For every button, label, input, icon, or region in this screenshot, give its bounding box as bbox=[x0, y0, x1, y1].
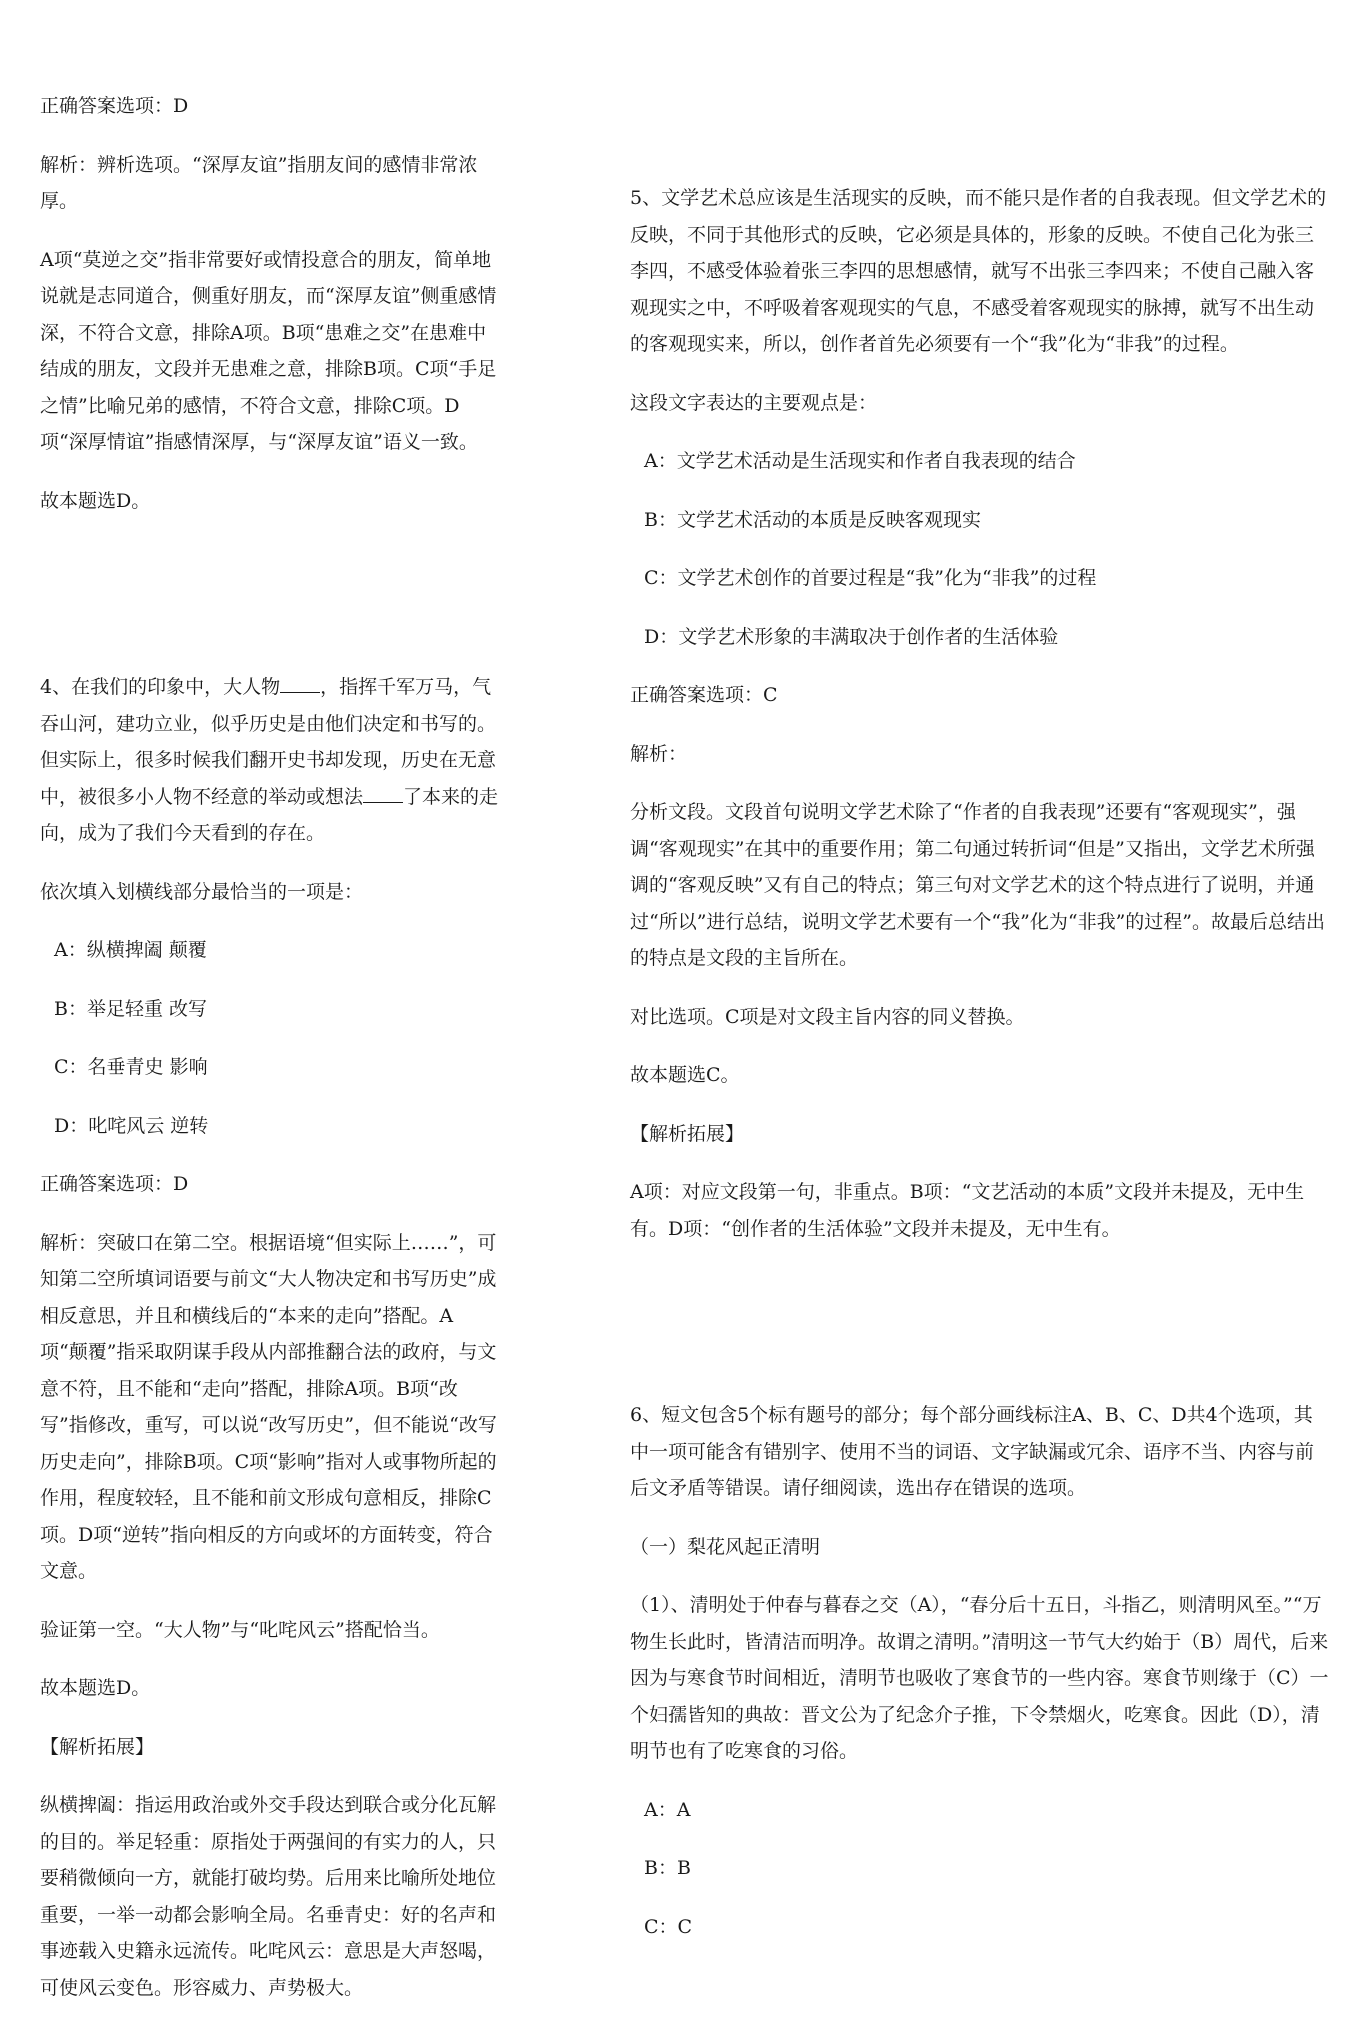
q3-analysis: 解析：辨析选项。“深厚友谊”指朋友间的感情非常浓厚。 bbox=[40, 153, 478, 212]
q4-prompt: 依次填入划横线部分最恰当的一项是： bbox=[40, 880, 364, 903]
q4-analysis: 解析：突破口在第二空。根据语境“但实际上……”，可知第二空所填词语要与前文“大人物决定和书写历史”成相反意思，并且和横线后的“本来的走向”搭配。A项“颠覆”指采取阴谋手段从内部推翻合法的政府，与文意不符，且不能和“走向”搭配，排除A项。B项“改写”指修改，重写，可以说“改写历史”，但不能说“改写历史走向”，排除B项。C项“影响”指对人或事物所起的作用，程度较轻，且不能和前文形成句意相反，排除C项。D项“逆转”指向相反的方向或坏的方面转变，符合文意。 bbox=[40, 1231, 497, 1582]
q4-stem bbox=[40, 669, 500, 852]
q4-extension-body: 纵横捭阖：指运用政治或外交手段达到联合或分化瓦解的目的。举足轻重：原指处于两强间的有实力的人，只要稍微倾向一方，就能打破均势。后用来比喻所处地位重要，一举一动都会影响全局。名垂青史：好的名声和事迹载入史籍永远流传。叱咤风云：意思是大声怒喝，可使风云变色。形容威力、声势极大。 bbox=[40, 1794, 497, 1999]
q5-option-c: C：文学艺术创作的首要过程是“我”化为“非我”的过程 bbox=[644, 567, 1097, 589]
q3-conclusion: 故本题选D。 bbox=[40, 489, 151, 512]
q5-conclusion: 故本题选C。 bbox=[630, 1064, 740, 1086]
q4-answer: 正确答案选项：D bbox=[40, 1173, 189, 1195]
q4-stem-part-1: 4、在我们的印象中，大人物 bbox=[40, 676, 281, 698]
left-column bbox=[40, 88, 500, 2028]
q4-stem-part-3: 了本来的走向，成为了我们今天看到的存在。 bbox=[40, 785, 499, 844]
q4-option-b: B：举足轻重 改写 bbox=[54, 997, 208, 1020]
q3-answer: 正确答案选项：D bbox=[40, 95, 189, 117]
q5-option-a: A：文学艺术活动是生活现实和作者自我表现的结合 bbox=[644, 450, 1076, 472]
q5-option-b: B：文学艺术活动的本质是反映客观现实 bbox=[644, 508, 981, 531]
right-column bbox=[630, 180, 1330, 1967]
q4-verify: 验证第一空。“大人物”与“叱咤风云”搭配恰当。 bbox=[40, 1618, 440, 1641]
q5-analysis-label: 解析： bbox=[630, 742, 688, 765]
q5-option-d: D：文学艺术形象的丰满取决于创作者的生活体验 bbox=[644, 625, 1059, 648]
q6-stem: 6、短文包含5个标有题号的部分；每个部分画线标注A、B、C、D共4个选项，其中一项可能含有错别字、使用不当的词语、文字缺漏或冗余、语序不当、内容与前后文矛盾等错误。请仔细阅读，选出存在错误的选项。 bbox=[630, 1404, 1315, 1499]
q6-passage: （1）、清明处于仲春与暮春之交（A），“春分后十五日，斗指乙，则清明风至。”“万物生长此时，皆清洁而明净。故谓之清明。”清明这一节气大约始于（B）周代，后来因为与寒食节时间相近，清明节也吸收了寒食节的一些内容。寒食节则缘于（C）一个妇孺皆知的典故：晋文公为了纪念介子推，下令禁烟火，吃寒食。因此（D），清明节也有了吃寒食的习俗。 bbox=[630, 1594, 1329, 1762]
q4-blank-1 bbox=[280, 674, 320, 693]
q3-detail: A项“莫逆之交”指非常要好或情投意合的朋友，简单地说就是志同道合，侧重好朋友，而“深厚友谊”侧重感情深，不符合文意，排除A项。B项“患难之交”在患难中结成的朋友，文段并无患难之意，排除B项。C项“手足之情”比喻兄弟的感情，不符合文意，排除C项。D项“深厚情谊”指感情深厚，与“深厚友谊”语义一致。 bbox=[40, 248, 497, 453]
q4-option-c: C：名垂青史 影响 bbox=[54, 1056, 208, 1078]
q5-answer: 正确答案选项：C bbox=[630, 684, 778, 706]
q5-compare: 对比选项。C项是对文段主旨内容的同义替换。 bbox=[630, 1005, 1025, 1028]
q4-extension-title: 【解析拓展】 bbox=[40, 1735, 155, 1758]
q6-title: （一）梨花风起正清明 bbox=[630, 1535, 821, 1558]
q4-stem-part-2: ，指挥千军万马，气吞山河，建功立业，似乎历史是由他们决定和书写的。但实际上，很多时候我们翻开史书却发现，历史在无意中，被很多小人物不经意的举动或想法 bbox=[40, 676, 497, 808]
q5-analysis: 分析文段。文段首句说明文学艺术除了“作者的自我表现”还要有“客观现实”，强调“客观现实”在其中的重要作用；第二句通过转折词“但是”又指出，文学艺术所强调的“客观反映”又有自己的特点；第三句对文学艺术的这个特点进行了说明，并通过“所以”进行总结，说明文学艺术要有一个“我”化为“非我”的过程”。故最后总结出的特点是文段的主旨所在。 bbox=[630, 801, 1325, 969]
q5-stem: 5、文学艺术总应该是生活现实的反映，而不能只是作者的自我表现。但文学艺术的反映，不同于其他形式的反映，它必须是具体的，形象的反映。不使自己化为张三李四，不感受体验着张三李四的思想感情，就写不出张三李四来；不使自己融入客观现实之中，不呼吸着客观现实的气息，不感受着客观现实的脉搏，就写不出生动的客观现实来，所以，创作者首先必须要有一个“我”化为“非我”的过程。 bbox=[630, 187, 1327, 355]
q4-option-d: D：叱咤风云 逆转 bbox=[54, 1114, 209, 1137]
q5-prompt: 这段文字表达的主要观点是： bbox=[630, 391, 878, 414]
q5-extension-body: A项：对应文段第一句，非重点。B项：“文艺活动的本质”文段并未提及，无中生有。D项：“创作者的生活体验”文段并未提及，无中生有。 bbox=[630, 1181, 1305, 1240]
q5-extension-title: 【解析拓展】 bbox=[630, 1122, 745, 1145]
q6-option-b: B：B bbox=[644, 1857, 691, 1879]
q6-option-a: A：A bbox=[644, 1798, 691, 1821]
q4-option-a: A：纵横捭阖 颠覆 bbox=[54, 939, 207, 961]
q4-conclusion: 故本题选D。 bbox=[40, 1677, 151, 1699]
q4-blank-2 bbox=[363, 784, 403, 803]
q6-option-c: C：C bbox=[644, 1915, 693, 1938]
